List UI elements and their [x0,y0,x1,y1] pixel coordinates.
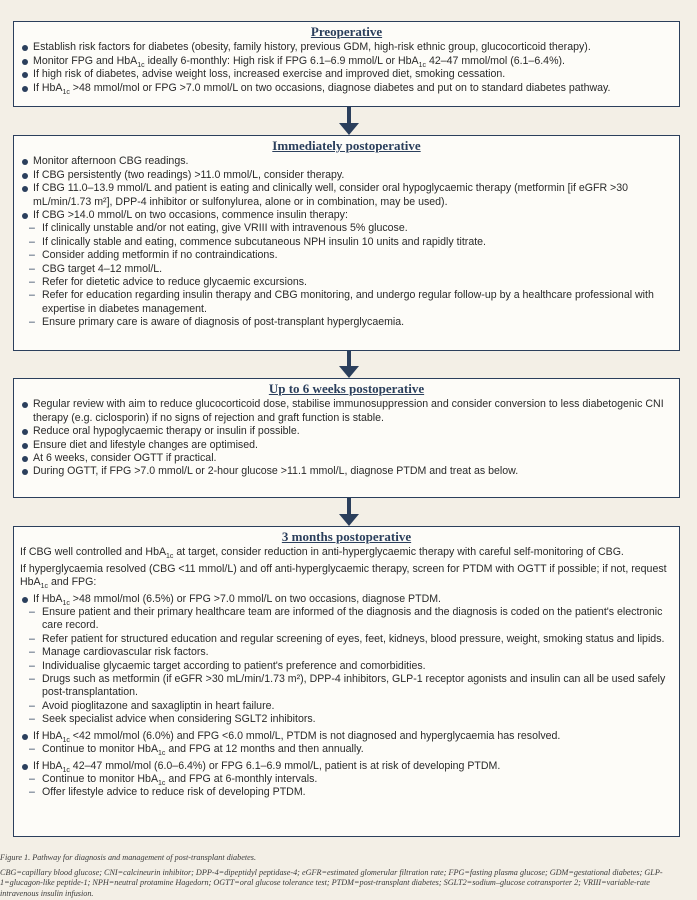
figure-title: Figure 1. Pathway for diagnosis and management of post-transplant diabetes. [0,853,256,862]
box-title: Preoperative [310,24,383,39]
list-item: If CBG 11.0–13.9 mmol/L and patient is eating and clinically well, consider oral hypoglycaemic therapy (metformin [if eGFR >30 mL/min/1.73 m²], DPP-4 inhibitor or sulfonylurea, alone or in combination, may be used). [20,182,673,209]
down-arrow-icon [339,351,359,378]
sub-list-item: – Refer for dietetic advice to reduce glycaemic excursions. [29,276,673,289]
list-item: Monitor afternoon CBG readings. [20,155,673,168]
list-item [20,593,673,727]
sub-list-item: – Refer for education regarding insulin therapy and CBG monitoring, and undergo regular follow-up by a healthcare professional with expertise in diabetes management. [29,289,673,316]
list-item: Establish risk factors for diabetes (obesity, family history, previous GDM, high-risk ethnic group, glucocorticoid therapy). [20,41,673,54]
paragraph: If CBG well controlled and HbA$_{1c}$ at target, consider reduction in anti-hyperglycaemic therapy with careful self-monitoring of CBG. [20,546,624,561]
list-item [20,760,673,800]
sub-list-item: – Individualise glycaemic target according to patient's preference and comorbidities. [29,660,673,673]
paragraph: If hyperglycaemia resolved (CBG <11 mmol/L) and off anti-hyperglycaemic therapy, screen for PTDM with OGTT if possible; if not, request HbA$_{1c}$ and FPG: [20,562,667,591]
box-title: 3 months postoperative [281,529,412,544]
sub-list-item: – Manage cardiovascular risk factors. [29,646,673,659]
list-item [20,730,673,757]
sub-list-item: – Offer lifestyle advice to reduce risk of developing PTDM. [29,786,673,799]
list-item: If HbA$_{1c}$ >48 mmol/mol or FPG >7.0 mmol/L on two occasions, diagnose diabetes and put on to standard diabetes pathway. [20,82,673,95]
sub-list-item: – Ensure patient and their primary healthcare team are informed of the diagnosis and the diagnosis is coded on the patient's electronic care record. [29,606,673,633]
list-item: Regular review with aim to reduce glucocorticoid dose, stabilise immunosuppression and consider conversion to less diabetogenic CNI therapy (e.g. ciclosporin) if no signs of rejection and graft function is stable. [20,398,673,425]
sub-list-item: – Continue to monitor HbA$_{1c}$ and FPG at 6-monthly intervals. [29,773,673,786]
list-item-text: If HbA$_{1c}$ 42–47 mmol/mol (6.0–6.4%) or FPG 6.1–6.9 mmol/L, patient is at risk of developing PTDM. [33,759,501,774]
list-item: If CBG persistently (two readings) >11.0 mmol/L, consider therapy. [20,169,673,182]
list-item: If high risk of diabetes, advise weight loss, increased exercise and improved diet, smoking cessation. [20,68,673,81]
list-item: Monitor FPG and HbA$_{1c}$ ideally 6-monthly: High risk if FPG 6.1–6.9 mmol/L or HbA$_{1c}$ 42–47 mmol/mol (6.1–6.4%). [20,55,673,68]
list-item-text: If HbA$_{1c}$ <42 mmol/mol (6.0%) and FPG <6.0 mmol/L, PTDM is not diagnosed and hyperglycaemia has resolved. [33,729,561,744]
list-item-text: If HbA$_{1c}$ >48 mmol/mol (6.5%) or FPG >7.0 mmol/L on two occasions, diagnose PTDM. [33,592,441,607]
sub-list-item: – Ensure primary care is aware of diagnosis of post-transplant hyperglycaemia. [29,316,673,329]
down-arrow-icon [339,107,359,135]
sub-list-item: – Drugs such as metformin (if eGFR >30 mL/min/1.73 m²), DPP-4 inhibitors, GLP-1 receptor agonists and insulin can all be used safely post-transplantation. [29,673,673,700]
sub-list-item: – If clinically stable and eating, commence subcutaneous NPH insulin 10 units and rapidly titrate. [29,236,673,249]
sub-list-item: – Seek specialist advice when considering SGLT2 inhibitors. [29,713,673,726]
list-item [20,209,673,330]
figure-caption [0,853,690,899]
preoperative-box [13,21,680,107]
list-item-text: If CBG >14.0 mmol/L on two occasions, commence insulin therapy: [33,209,348,222]
abbreviations: CBG=capillary blood glucose; CNI=calcineurin inhibitor; DPP-4=dipeptidyl peptidase-4; eGFR=estimated glomerular filtration rate; FPG=fasting plasma glucose; GDM=gestational diabetes; GLP-1=glucagon-like peptide-1; NPH=neutral protamine Hagedorn; OGTT=oral glucose tolerance test; PTDM=post-transplant diabetes; SGLT2=sodium–glucose cotransporter 2; VRIII=variable-rate intravenous insulin infusion. [0,867,663,898]
sub-list-item: – Refer patient for structured education and regular screening of eyes, feet, kidneys, blood pressure, weight, smoking status and lipids. [29,633,673,646]
down-arrow-icon [339,498,359,526]
sub-list-item: – CBG target 4–12 mmol/L. [29,263,673,276]
list-item: At 6 weeks, consider OGTT if practical. [20,452,673,465]
box-title: Immediately postoperative [272,138,421,153]
list-item: Ensure diet and lifestyle changes are optimised. [20,439,673,452]
up-to-6-weeks-box [13,378,680,498]
sub-list-item: – Continue to monitor HbA$_{1c}$ and FPG at 12 months and then annually. [29,743,673,756]
immediately-postoperative-box [13,135,680,351]
list-item: During OGTT, if FPG >7.0 mmol/L or 2-hour glucose >11.1 mmol/L, diagnose PTDM and treat as below. [20,465,673,478]
sub-list-item: – Consider adding metformin if no contraindications. [29,249,673,262]
sub-list-item: – Avoid pioglitazone and saxagliptin in heart failure. [29,700,673,713]
list-item: Reduce oral hypoglycaemic therapy or insulin if possible. [20,425,673,438]
sub-list-item: – If clinically unstable and/or not eating, give VRIII with intravenous 5% glucose. [29,222,673,235]
box-title: Up to 6 weeks postoperative [268,381,425,396]
three-months-box [13,526,680,837]
